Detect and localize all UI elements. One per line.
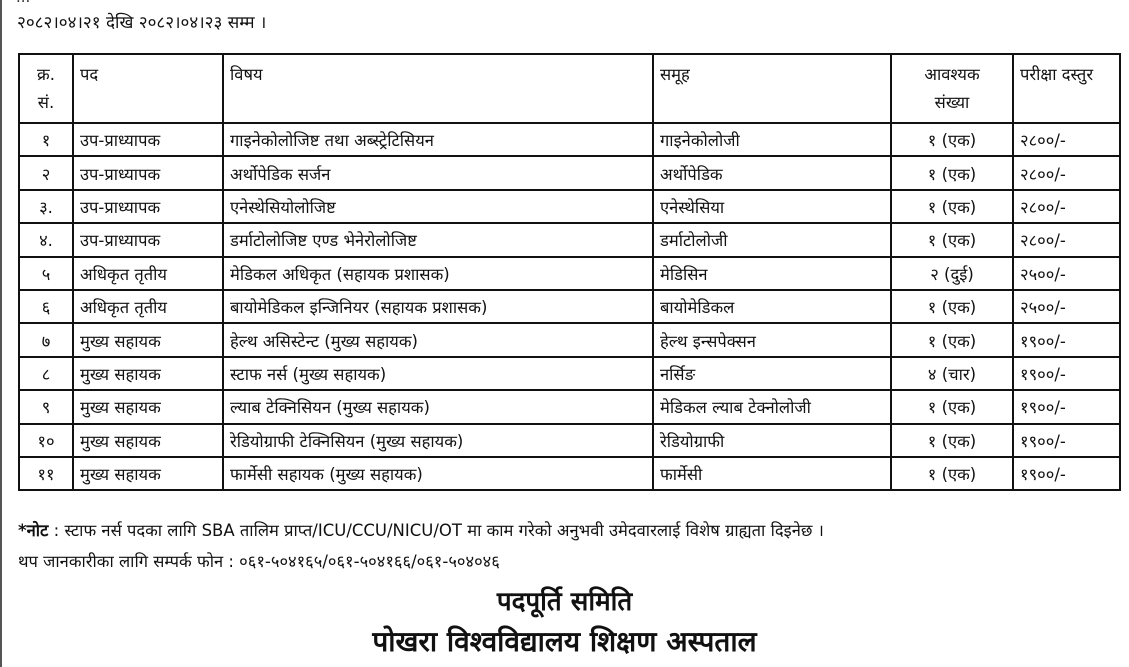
cell-exam-fee: २८००/- — [1013, 190, 1120, 223]
cell-required-count: १ (एक) — [891, 424, 1013, 457]
signature-organization: पोखरा विश्वविद्यालय शिक्षण अस्पताल — [372, 625, 757, 658]
table-row — [19, 323, 1120, 356]
cell-exam-fee: २८००/- — [1013, 123, 1120, 156]
page-left-border — [0, 0, 2, 667]
note-text: : स्टाफ नर्स पदका लागि SBA तालिम प्राप्त/ICU/CCU/NICU/OT मा काम गरेको अनुभवी उमेदवारलाई विशेष ग्राह्यता दिइनेछ । — [53, 521, 824, 540]
cell-serial-number: ३. — [19, 190, 73, 223]
cell-serial-number: २ — [19, 156, 73, 189]
header-serial-number — [19, 54, 73, 123]
cell-post: अधिकृत तृतीय — [73, 290, 223, 323]
cell-serial-number: ९ — [19, 390, 73, 423]
header-required-line2: संख्या — [934, 93, 970, 112]
header-post: पद — [73, 54, 223, 123]
cell-required-count: १ (एक) — [891, 123, 1013, 156]
vacancy-table — [18, 53, 1121, 491]
cell-group: अर्थोपेडिक — [653, 156, 891, 189]
cell-subject: फार्मेसी सहायक (मुख्य सहायक) — [223, 457, 653, 490]
header-exam-fee: परीक्षा दस्तुर — [1013, 54, 1120, 123]
cell-required-count: १ (एक) — [891, 323, 1013, 356]
cell-required-count: १ (एक) — [891, 223, 1013, 256]
cell-exam-fee: २५००/- — [1013, 290, 1120, 323]
cell-serial-number: ५ — [19, 257, 73, 290]
cell-exam-fee: १९००/- — [1013, 390, 1120, 423]
cell-group: बायोमेडिकल — [653, 290, 891, 323]
date-range-line: २०८२।०४।२१ देखि २०८२।०४।२३ सम्म । — [17, 13, 267, 33]
cell-post: मुख्य सहायक — [73, 390, 223, 423]
cell-post: मुख्य सहायक — [73, 323, 223, 356]
cell-post: मुख्य सहायक — [73, 457, 223, 490]
table-row — [19, 223, 1120, 256]
cell-group: फार्मेसी — [653, 457, 891, 490]
header-required-count — [891, 54, 1013, 123]
cell-subject: स्टाफ नर्स (मुख्य सहायक) — [223, 357, 653, 390]
contact-phone-line: थप जानकारीका लागि सम्पर्क फोन : ०६१-५०४१६५/०६१-५०४१६६/०६१-५०४०४६ — [18, 552, 500, 571]
note-line — [18, 518, 824, 541]
cell-serial-number: ४. — [19, 223, 73, 256]
header-subject: विषय — [223, 54, 653, 123]
cell-post: उप-प्राध्यापक — [73, 190, 223, 223]
cell-exam-fee: २५००/- — [1013, 257, 1120, 290]
cell-post: उप-प्राध्यापक — [73, 156, 223, 189]
cell-group: रेडियोग्राफी — [653, 424, 891, 457]
cell-subject: मेडिकल अधिकृत (सहायक प्रशासक) — [223, 257, 653, 290]
cell-group: मेडिकल ल्याब टेक्नोलोजी — [653, 390, 891, 423]
cell-post: उप-प्राध्यापक — [73, 123, 223, 156]
cell-serial-number: ७ — [19, 323, 73, 356]
table-row — [19, 424, 1120, 457]
cell-subject: हेल्थ असिस्टेन्ट (मुख्य सहायक) — [223, 323, 653, 356]
cell-exam-fee: १९००/- — [1013, 457, 1120, 490]
cell-required-count: ४ (चार) — [891, 357, 1013, 390]
cell-group: नर्सिङ — [653, 357, 891, 390]
cell-group: हेल्थ इन्सपेक्सन — [653, 323, 891, 356]
header-serial-line2: सं. — [37, 93, 55, 112]
cell-exam-fee: १९००/- — [1013, 323, 1120, 356]
cell-exam-fee: १९००/- — [1013, 424, 1120, 457]
cell-post: मुख्य सहायक — [73, 357, 223, 390]
header-required-line1: आवश्यक — [924, 65, 980, 84]
cell-required-count: १ (एक) — [891, 156, 1013, 189]
cell-subject: एनेस्थेसियोलोजिष्ट — [223, 190, 653, 223]
cell-serial-number: ८ — [19, 357, 73, 390]
cell-required-count: १ (एक) — [891, 457, 1013, 490]
cell-serial-number: १ — [19, 123, 73, 156]
cell-exam-fee: २८००/- — [1013, 156, 1120, 189]
cell-subject: ल्याब टेक्निसियन (मुख्य सहायक) — [223, 390, 653, 423]
table-row — [19, 357, 1120, 390]
cell-required-count: २ (दुई) — [891, 257, 1013, 290]
cell-post: अधिकृत तृतीय — [73, 257, 223, 290]
cell-subject: अर्थोपेडिक सर्जन — [223, 156, 653, 189]
cell-subject: रेडियोग्राफी टेक्निसियन (मुख्य सहायक) — [223, 424, 653, 457]
cell-serial-number: ६ — [19, 290, 73, 323]
cell-group: एनेस्थेसिया — [653, 190, 891, 223]
table-row — [19, 457, 1120, 490]
cell-required-count: १ (एक) — [891, 190, 1013, 223]
table-header-row — [19, 54, 1120, 123]
header-group: समूह — [653, 54, 891, 123]
cell-required-count: १ (एक) — [891, 290, 1013, 323]
cut-off-text-line — [16, 0, 30, 6]
cell-required-count: १ (एक) — [891, 390, 1013, 423]
table-row — [19, 123, 1120, 156]
table-row — [19, 257, 1120, 290]
table-row — [19, 190, 1120, 223]
cell-post: उप-प्राध्यापक — [73, 223, 223, 256]
cell-subject: बायोमेडिकल इन्जिनियर (सहायक प्रशासक) — [223, 290, 653, 323]
table-row — [19, 290, 1120, 323]
signature-committee: पदपूर्ति समिति — [496, 587, 633, 617]
table-row — [19, 156, 1120, 189]
table-row — [19, 390, 1120, 423]
header-serial-line1: क्र. — [37, 65, 55, 84]
cell-serial-number: १० — [19, 424, 73, 457]
cell-group: डर्माटोलोजी — [653, 223, 891, 256]
cell-post: मुख्य सहायक — [73, 424, 223, 457]
cell-serial-number: ११ — [19, 457, 73, 490]
note-label: *नोट — [18, 521, 49, 540]
cell-exam-fee: १९००/- — [1013, 357, 1120, 390]
cell-subject: गाइनेकोलोजिष्ट तथा अब्स्ट्रेटिसियन — [223, 123, 653, 156]
cell-group: गाइनेकोलोजी — [653, 123, 891, 156]
cell-exam-fee: २८००/- — [1013, 223, 1120, 256]
cell-subject: डर्माटोलोजिष्ट एण्ड भेनेरोलोजिष्ट — [223, 223, 653, 256]
cell-group: मेडिसिन — [653, 257, 891, 290]
